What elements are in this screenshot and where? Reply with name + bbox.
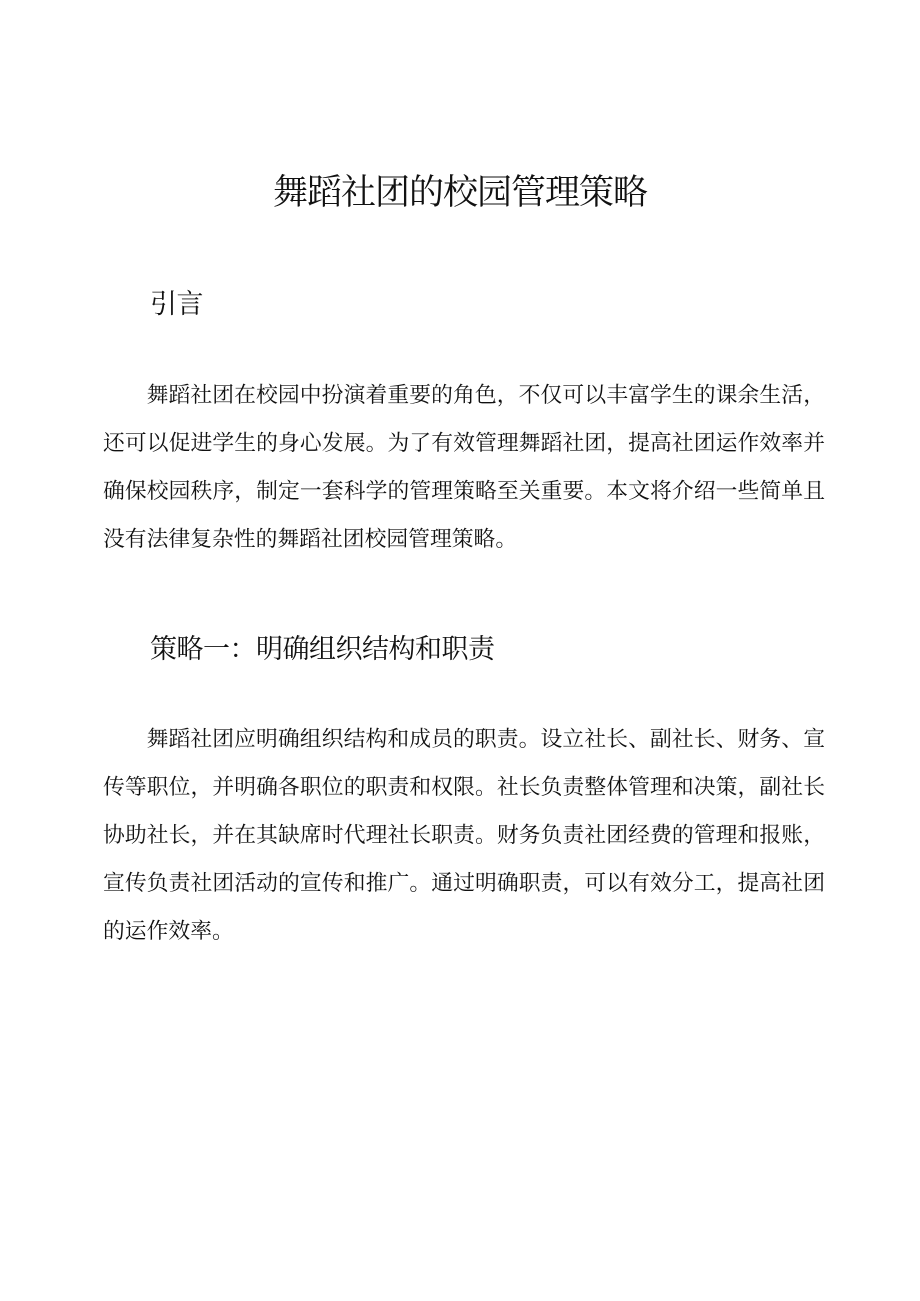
section-heading-intro: 引言 <box>150 289 203 320</box>
paragraph-intro: 舞蹈社团在校园中扮演着重要的角色，不仅可以丰富学生的课余生活，还可以促进学生的身心发展。为了有效管理舞蹈社团，提高社团运作效率并确保校园秩序，制定一套科学的管理策略至关重要。本文将介绍一些简单且没有法律复杂性的舞蹈社团校园管理策略。 <box>103 383 825 552</box>
paragraph-strategy-1: 舞蹈社团应明确组织结构和成员的职责。设立社长、副社长、财务、宣传等职位，并明确各职位的职责和权限。社长负责整体管理和决策，副社长协助社长，并在其缺席时代理社长职责。财务负责社团经费的管理和报账，宣传负责社团活动的宣传和推广。通过明确职责，可以有效分工，提高社团的运作效率。 <box>103 727 825 944</box>
section-heading-strategy-1: 策略一：明确组织结构和职责 <box>150 634 495 665</box>
document-title: 舞蹈社团的校园管理策略 <box>272 173 647 213</box>
